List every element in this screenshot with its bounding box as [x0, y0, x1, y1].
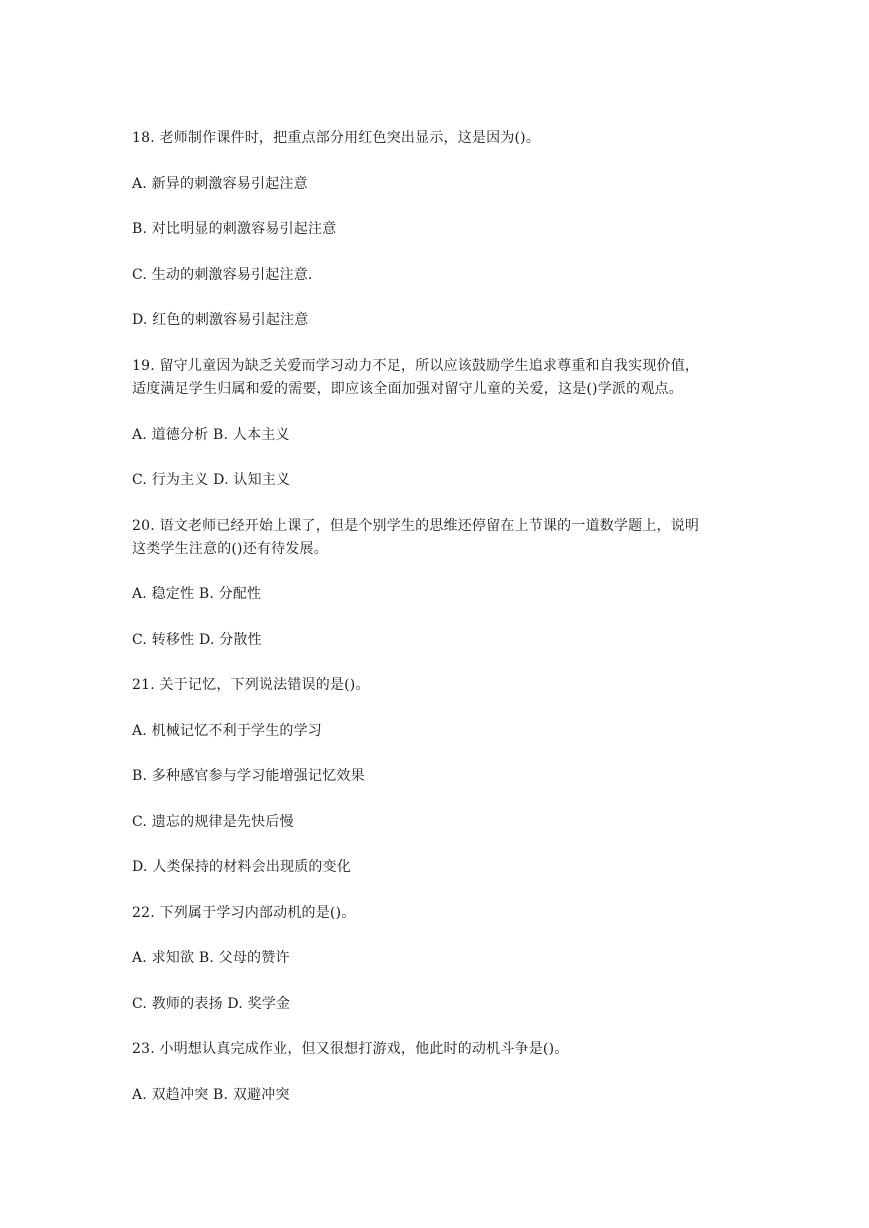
- question-21-option-d: D. 人类保持的材料会出现质的变化: [132, 859, 352, 875]
- question-18-option-d: D. 红色的刺激容易引起注意: [132, 312, 309, 328]
- question-18-option-a: A. 新异的刺激容易引起注意: [132, 176, 308, 192]
- question-18-option-c: C. 生动的刺激容易引起注意.: [132, 267, 313, 283]
- question-18-stem: 18. 老师制作课件时，把重点部分用红色突出显示，这是因为()。: [132, 130, 541, 146]
- question-19-options-ab: A. 道德分析 B. 人本主义: [132, 427, 290, 443]
- question-21-option-a: A. 机械记忆不利于学生的学习: [132, 723, 323, 739]
- question-20-stem-line-1: 20. 语文老师已经开始上课了，但是个别学生的思维还停留在上节课的一道数学题上，说明: [132, 518, 700, 534]
- question-23-stem: 23. 小明想认真完成作业，但又很想打游戏，他此时的动机斗争是()。: [132, 1041, 569, 1057]
- question-21-stem: 21. 关于记忆，下列说法错误的是()。: [132, 677, 370, 693]
- question-23-options-ab: A. 双趋冲突 B. 双避冲突: [132, 1087, 290, 1103]
- question-21-option-c: C. 遗忘的规律是先快后慢: [132, 814, 294, 830]
- question-18-option-b: B. 对比明显的刺激容易引起注意: [132, 221, 337, 237]
- question-22-stem: 22. 下列属于学习内部动机的是()。: [132, 905, 356, 921]
- question-20-stem-line-2: 这类学生注意的()还有待发展。: [132, 541, 328, 557]
- question-22-options-cd: C. 教师的表扬 D. 奖学金: [132, 996, 291, 1012]
- question-20-options-ab: A. 稳定性 B. 分配性: [132, 586, 262, 602]
- question-20-options-cd: C. 转移性 D. 分散性: [132, 632, 262, 648]
- question-21-option-b: B. 多种感官参与学习能增强记忆效果: [132, 768, 365, 784]
- question-19-stem-line-2: 适度满足学生归属和爱的需要，即应该全面加强对留守儿童的关爱，这是()学派的观点。: [132, 381, 683, 397]
- question-22-options-ab: A. 求知欲 B. 父母的赞许: [132, 950, 290, 966]
- question-19-options-cd: C. 行为主义 D. 认知主义: [132, 472, 291, 488]
- question-19-stem-line-1: 19. 留守儿童因为缺乏关爱而学习动力不足，所以应该鼓励学生追求尊重和自我实现价值，: [132, 358, 700, 374]
